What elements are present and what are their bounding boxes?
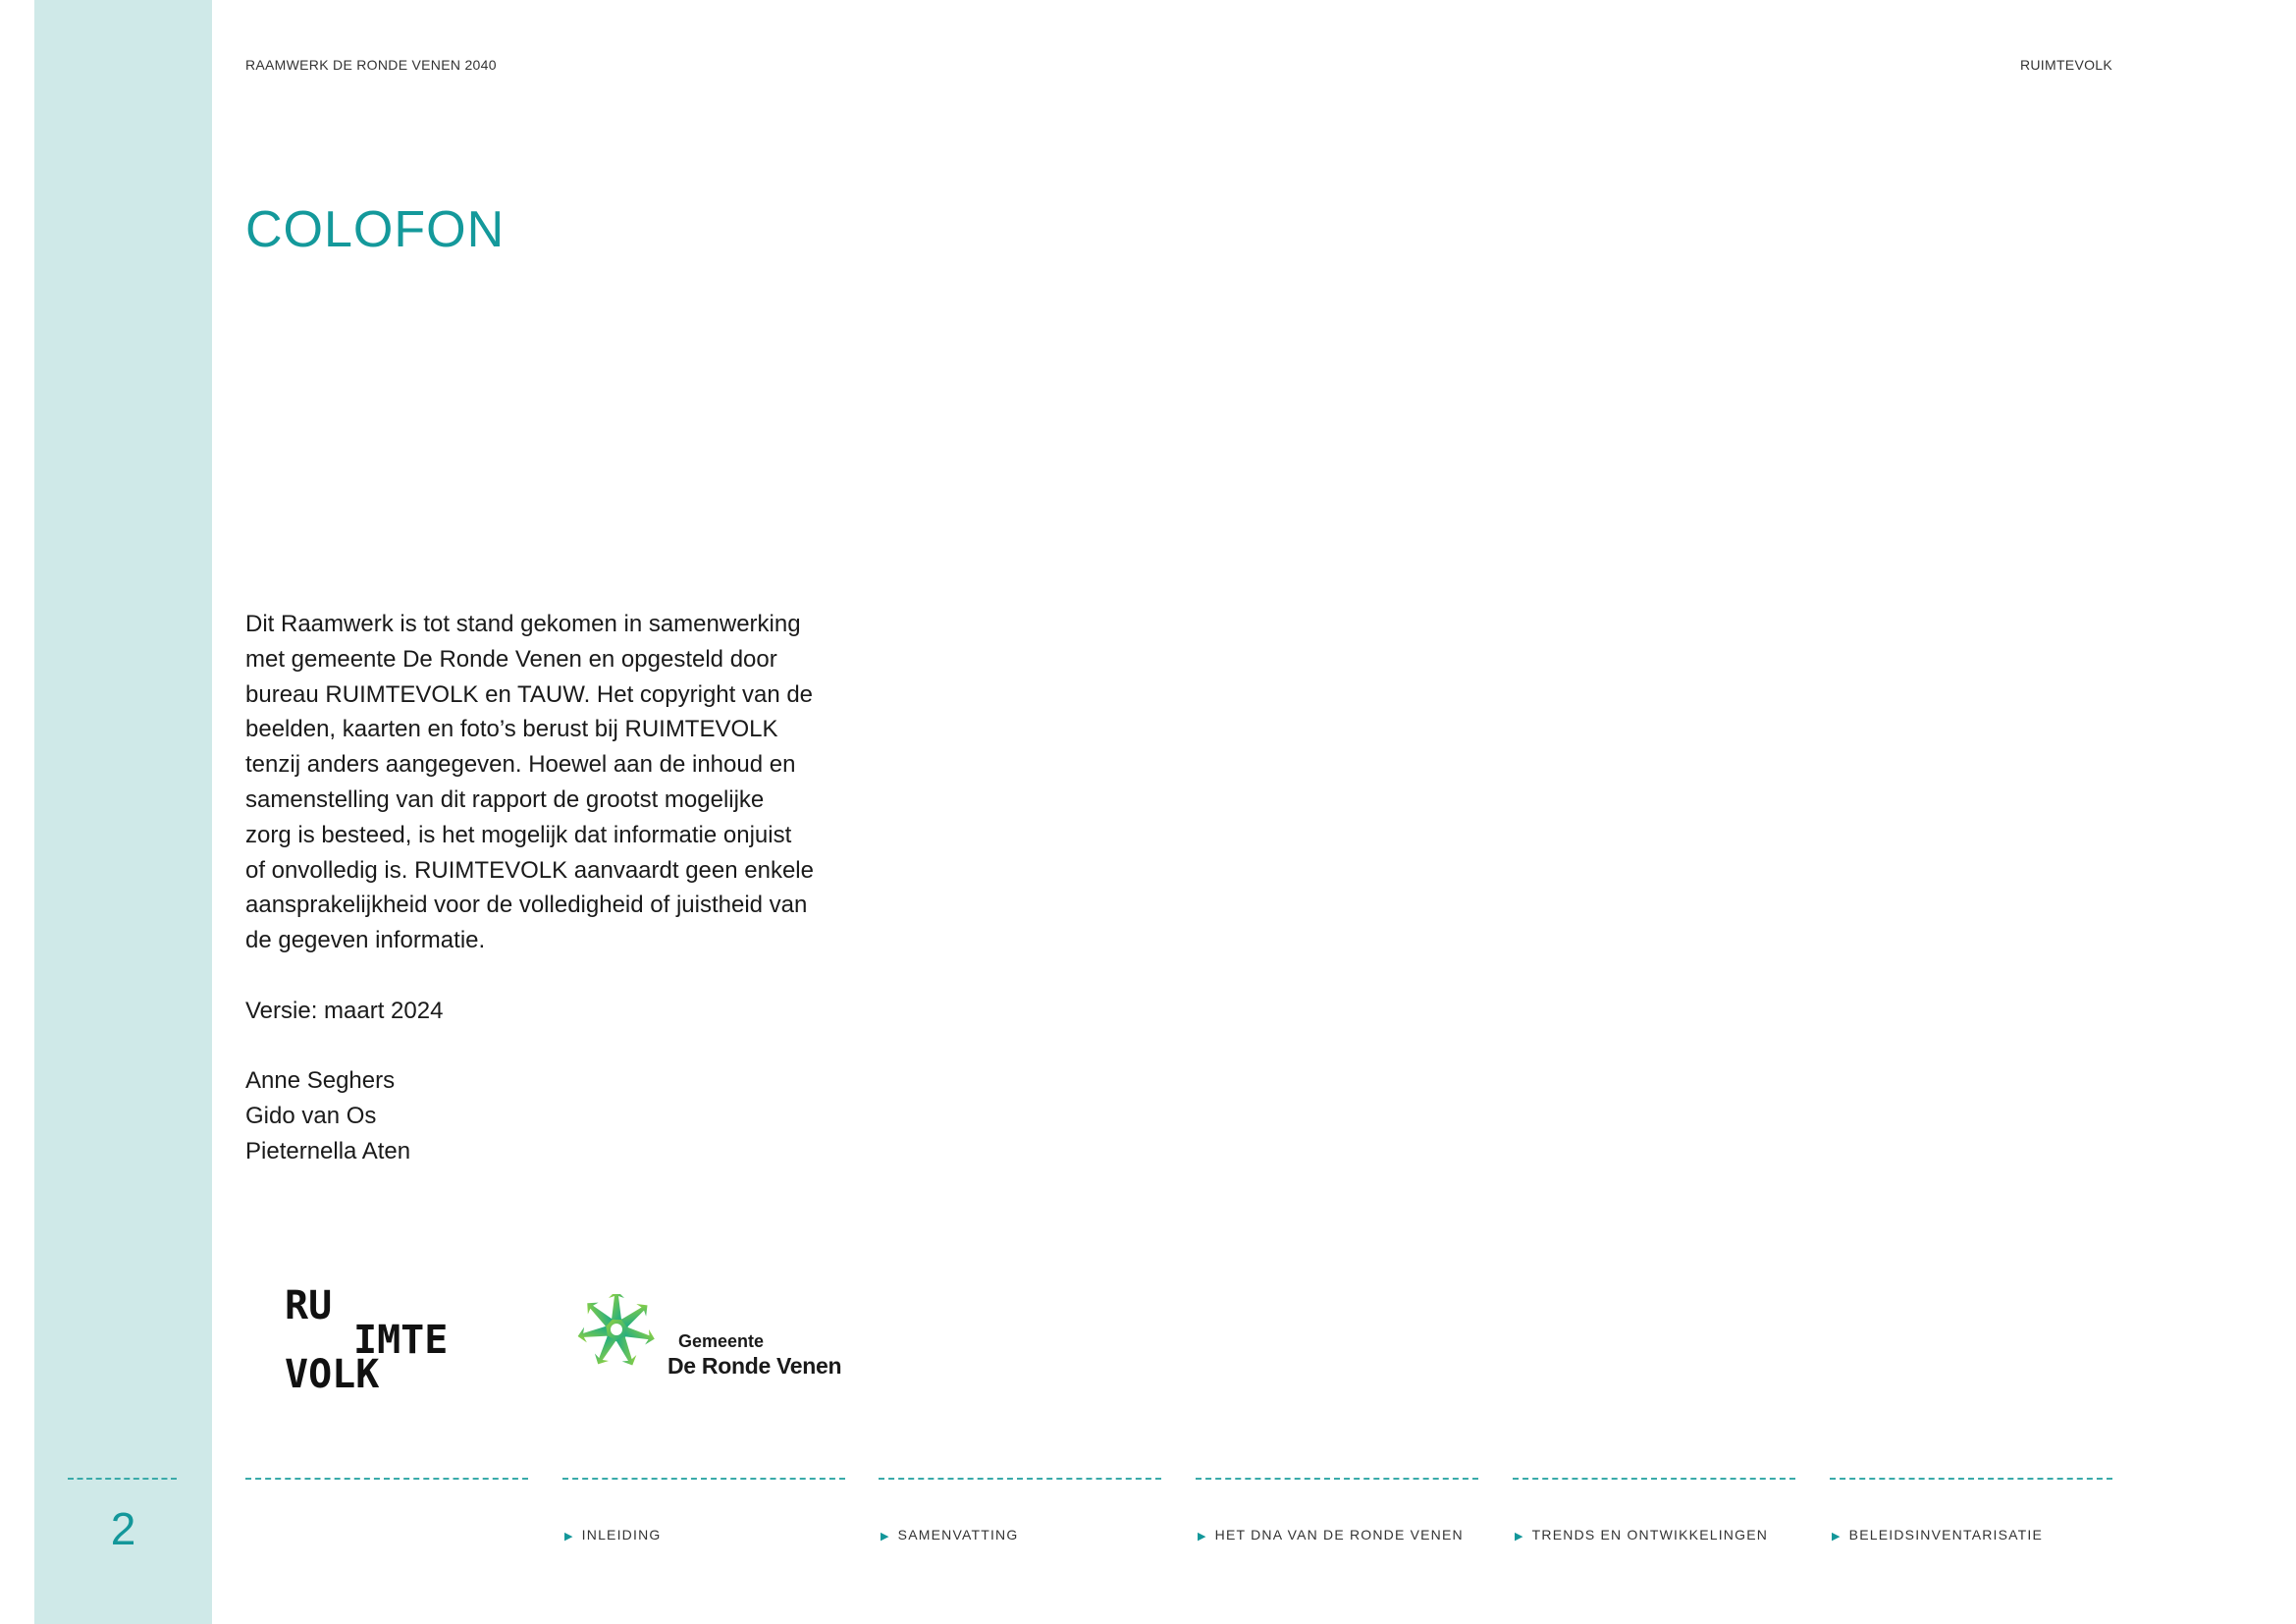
document-title-header: RAAMWERK DE RONDE VENEN 2040 xyxy=(245,57,497,73)
body-line: Dit Raamwerk is tot stand gekomen in samenwerking xyxy=(245,611,801,637)
nav-label[interactable]: SAMENVATTING xyxy=(897,1527,1019,1543)
nav-samenvatting[interactable] xyxy=(879,1478,1161,1543)
nav-label[interactable]: BELEIDSINVENTARISATIE xyxy=(1848,1527,2044,1543)
page-title: COLOFON xyxy=(245,201,506,258)
triangle-right-icon: ▶ xyxy=(1832,1531,1842,1543)
nav-label[interactable]: HET DNA VAN DE RONDE VENEN xyxy=(1214,1527,1464,1543)
triangle-right-icon: ▶ xyxy=(1515,1531,1524,1543)
page-number: 2 xyxy=(110,1503,136,1554)
nav-inleiding[interactable] xyxy=(562,1478,845,1543)
body-line: bureau RUIMTEVOLK en TAUW. Het copyright van de xyxy=(245,680,814,708)
author: Anne Seghers xyxy=(245,1067,396,1095)
body-line: de gegeven informatie. xyxy=(245,927,486,954)
nav-label[interactable]: TRENDS EN ONTWIKKELINGEN xyxy=(1531,1527,1769,1543)
logo-line: IMTE xyxy=(353,1318,449,1363)
gemeente-label: Gemeente xyxy=(678,1331,765,1351)
gemeente-star-icon xyxy=(567,1294,667,1373)
triangle-right-icon: ▶ xyxy=(564,1531,574,1543)
logo-line: RU xyxy=(285,1286,333,1328)
sidebar xyxy=(34,0,212,1624)
body-line: of onvolledig is. RUIMTEVOLK aanvaardt geen enkele xyxy=(245,856,814,884)
colofon-body xyxy=(245,607,893,1169)
body-line: zorg is besteed, is het mogelijk dat informatie onjuist xyxy=(245,821,792,848)
nav-label[interactable]: INLEIDING xyxy=(581,1527,662,1543)
municipality-name: De Ronde Venen xyxy=(667,1353,842,1379)
sidebar-divider xyxy=(68,1478,177,1480)
version-text: Versie: maart 2024 xyxy=(245,997,444,1024)
ruimtevolk-logo xyxy=(285,1286,491,1390)
nav-column-empty xyxy=(245,1478,528,1480)
nav-dna[interactable] xyxy=(1196,1478,1478,1543)
body-line: samenstelling van dit rapport de grootst mogelijke xyxy=(245,785,765,813)
author: Pieternella Aten xyxy=(245,1137,411,1164)
body-line: aansprakelijkheid voor de volledigheid of juistheid van xyxy=(245,892,808,919)
nav-beleidsinventarisatie[interactable] xyxy=(1830,1478,2112,1543)
triangle-right-icon: ▶ xyxy=(1198,1531,1207,1543)
publisher-header: RUIMTEVOLK xyxy=(2019,57,2112,73)
triangle-right-icon: ▶ xyxy=(881,1531,890,1543)
body-line: met gemeente De Ronde Venen en opgesteld door xyxy=(245,645,777,673)
nav-trends[interactable] xyxy=(1513,1478,1795,1543)
body-line: tenzij anders aangegeven. Hoewel aan de inhoud en xyxy=(245,751,796,779)
logo-line: VOLK xyxy=(285,1352,380,1390)
body-line: beelden, kaarten en foto’s berust bij RUIMTEVOLK xyxy=(245,716,778,743)
gemeente-de-ronde-venen-logo xyxy=(567,1294,842,1386)
author: Gido van Os xyxy=(245,1103,377,1130)
